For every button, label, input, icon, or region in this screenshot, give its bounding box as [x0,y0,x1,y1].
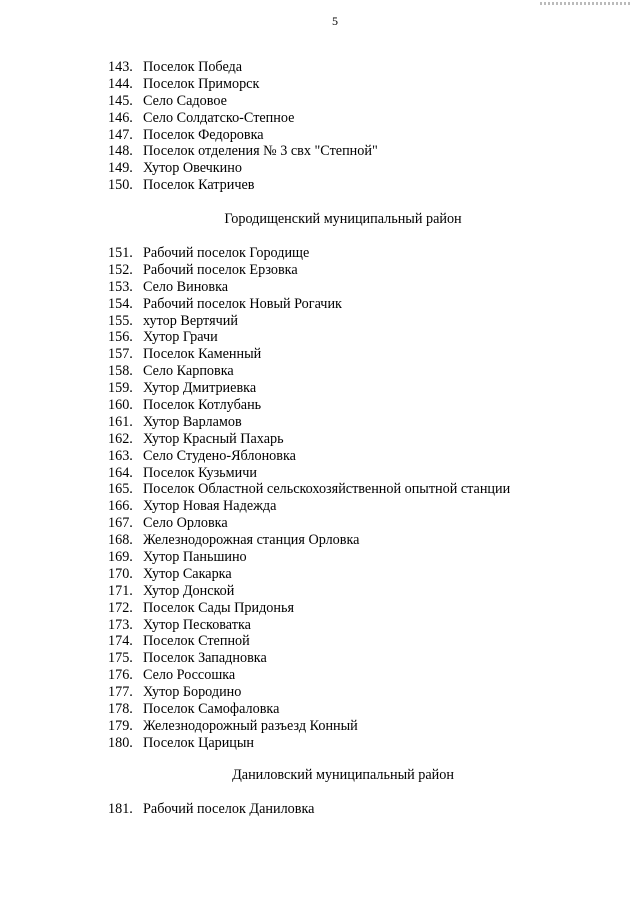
item-number: 157. [108,346,133,363]
item-number: 178. [108,701,133,718]
settlement-name: Хутор Новая Надежда [143,498,277,515]
settlement-name: Хутор Красный Пахарь [143,430,284,447]
settlement-name: Хутор Бородино [143,684,242,701]
settlement-name: Поселок Федоровка [143,126,264,143]
settlement-name: Хутор Донской [143,582,235,599]
settlement-name: Хутор Песковатка [143,616,251,633]
list-item [108,498,510,515]
item-number: 170. [108,565,133,582]
settlement-name: Поселок Царицын [143,734,255,751]
list-item [108,667,510,684]
item-number: 154. [108,295,133,312]
item-number: 161. [108,413,133,430]
settlement-name: Поселок Каменный [143,346,262,363]
settlement-list [108,801,314,818]
page-number: 5 [332,14,338,28]
item-number: 149. [108,160,133,177]
item-number: 144. [108,75,133,92]
item-number: 146. [108,109,133,126]
list-item [108,431,510,448]
item-number: 176. [108,667,133,684]
item-number: 179. [108,717,133,734]
item-number: 148. [108,143,133,160]
settlement-name: хутор Вертячий [143,312,238,329]
list-item [108,532,510,549]
list-item [108,127,378,144]
item-number: 147. [108,126,133,143]
list-item [108,718,510,735]
settlement-name: Поселок Победа [143,59,243,75]
scan-mark [540,2,632,5]
settlement-name: Хутор Паньшино [143,549,247,566]
settlement-name: Железнодорожная станция Орловка [143,532,360,549]
settlement-list [108,59,378,194]
list-item [108,549,510,566]
item-number: 166. [108,498,133,515]
item-number: 143. [108,59,133,75]
settlement-name: Село Карповка [143,363,234,380]
list-item [108,143,378,160]
list-item [108,160,378,177]
settlement-name: Село Студено-Яблоновка [143,447,296,464]
settlement-name: Поселок отделения № 3 свх "Степной" [143,143,378,160]
settlement-name: Железнодорожный разъезд Конный [143,717,358,734]
item-number: 152. [108,261,133,278]
item-number: 175. [108,650,133,667]
settlement-name: Село Орловка [143,515,228,532]
item-number: 180. [108,734,133,751]
settlement-name: Поселок Областной сельскохозяйственной опытной станции [143,481,511,498]
settlement-name: Хутор Варламов [143,413,242,430]
item-number: 162. [108,430,133,447]
item-number: 174. [108,633,133,650]
list-item [108,279,510,296]
list-item [108,600,510,617]
list-item [108,110,378,127]
list-item [108,650,510,667]
settlement-name: Хутор Овечкино [143,160,242,177]
settlement-name: Поселок Котлубань [143,397,262,414]
settlement-name: Село Виновка [143,278,229,295]
list-item [108,397,510,414]
item-number: 164. [108,464,133,481]
item-number: 159. [108,380,133,397]
list-item [108,801,314,818]
settlement-name: Поселок Степной [143,633,250,650]
item-number: 153. [108,278,133,295]
list-item [108,633,510,650]
item-number: 145. [108,92,133,109]
list-item [108,481,510,498]
item-number: 160. [108,397,133,414]
item-number: 177. [108,684,133,701]
item-number: 171. [108,582,133,599]
settlement-name: Село Садовое [143,92,227,109]
settlement-name: Рабочий поселок Городище [143,245,310,261]
list-item [108,515,510,532]
list-item [108,177,378,194]
settlement-name: Рабочий поселок Ерзовка [143,261,298,278]
list-item [108,59,378,76]
settlement-name: Поселок Сады Придонья [143,599,294,616]
district-heading: Городищенский муниципальный район [224,211,462,227]
item-number: 172. [108,599,133,616]
item-number: 151. [108,245,133,261]
list-item [108,735,510,752]
item-number: 168. [108,532,133,549]
settlement-name: Село Россошка [143,667,236,684]
list-item [108,448,510,465]
district-heading: Даниловский муниципальный район [232,767,454,783]
settlement-name: Хутор Грачи [143,329,218,346]
list-item [108,313,510,330]
item-number: 181. [108,801,133,817]
settlement-name: Поселок Катричев [143,177,255,194]
list-item [108,566,510,583]
item-number: 167. [108,515,133,532]
settlement-name: Рабочий поселок Даниловка [143,801,315,817]
list-item [108,93,378,110]
list-item [108,296,510,313]
list-item [108,684,510,701]
item-number: 158. [108,363,133,380]
list-item [108,363,510,380]
item-number: 163. [108,447,133,464]
item-number: 165. [108,481,133,498]
settlement-name: Поселок Западновка [143,650,267,667]
list-item [108,262,510,279]
settlement-name: Хутор Сакарка [143,565,232,582]
item-number: 155. [108,312,133,329]
list-item [108,329,510,346]
list-item [108,465,510,482]
settlement-name: Поселок Приморск [143,75,260,92]
item-number: 150. [108,177,133,194]
list-item [108,701,510,718]
item-number: 169. [108,549,133,566]
item-number: 156. [108,329,133,346]
settlement-name: Поселок Кузьмичи [143,464,257,481]
list-item [108,380,510,397]
settlement-list [108,245,510,752]
list-item [108,245,510,262]
settlement-name: Село Солдатско-Степное [143,109,295,126]
list-item [108,346,510,363]
list-item [108,76,378,93]
settlement-name: Хутор Дмитриевка [143,380,257,397]
list-item [108,617,510,634]
list-item [108,414,510,431]
list-item [108,583,510,600]
settlement-name: Поселок Самофаловка [143,701,280,718]
settlement-name: Рабочий поселок Новый Рогачик [143,295,342,312]
item-number: 173. [108,616,133,633]
